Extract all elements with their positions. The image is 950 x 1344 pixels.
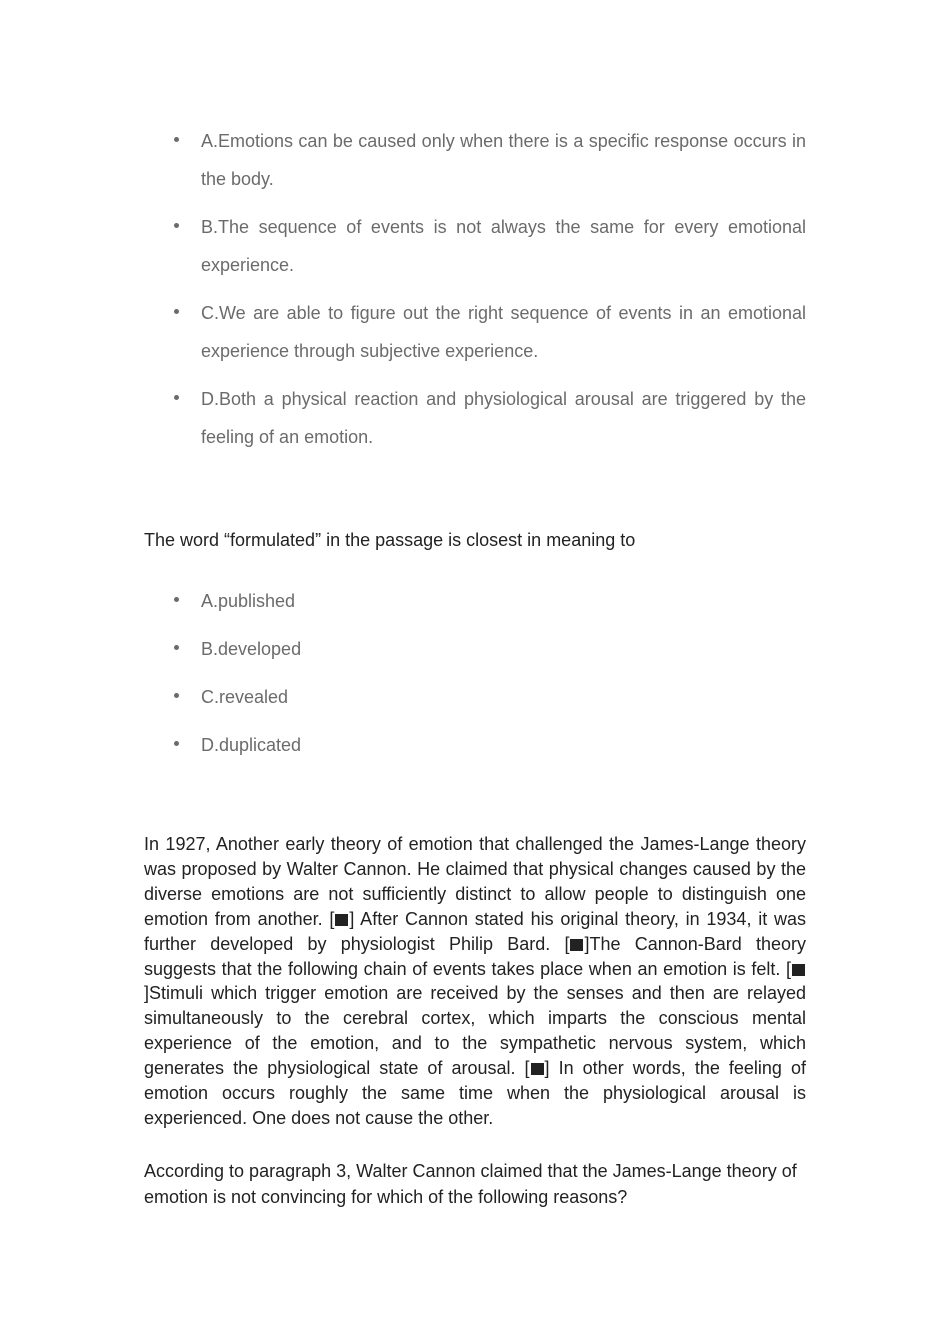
question1-option-d[interactable]: D.Both a physical reaction and physiological arousal are triggered by the feeling of an emotion. [144, 380, 806, 456]
question2-option-d[interactable]: D.duplicated [144, 726, 806, 764]
insertion-square-3[interactable] [792, 964, 805, 976]
question1-option-a[interactable]: A.Emotions can be caused only when there is a specific response occurs in the body. [144, 122, 806, 198]
bullet-icon [174, 137, 179, 142]
question2-option-c[interactable]: C.revealed [144, 678, 806, 716]
bullet-icon [174, 395, 179, 400]
question1-option-c[interactable]: C.We are able to figure out the right sequence of events in an emotional experience through subjective experience. [144, 294, 806, 370]
passage-paragraph-3: In 1927, Another early theory of emotion that challenged the James-Lange theory was proposed by Walter Cannon. He claimed that physical changes caused by the diverse emotions are not sufficiently distinct to allow people to distinguish one emotion from another. [ ] After Cannon stated his original theory, in 1934, it was further developed by physiologist Philip Bard. [ ]The Cannon-Bard theory suggests that the following chain of events takes place when an emotion is felt. []Stimuli which trigger emotion are received by the senses and then are relayed simultaneously to the cerebral cortex, which imparts the conscious mental experience of the emotion, and to the sympathetic nervous system, which generates the physiological state of arousal. [ ] In other words, the feeling of emotion occurs roughly the same time when the physiological arousal is experienced. One does not cause the other. [144, 834, 806, 1128]
question3-stem: According to paragraph 3, Walter Cannon claimed that the James-Lange theory of emotion is not convincing for which of the following reasons? [144, 1161, 797, 1207]
insertion-square-1[interactable] [335, 914, 348, 926]
bullet-icon [174, 223, 179, 228]
bullet-icon [174, 597, 179, 602]
insertion-square-4[interactable] [531, 1063, 544, 1075]
question1-option-b[interactable]: B.The sequence of events is not always the same for every emotional experience. [144, 208, 806, 284]
bullet-icon [174, 645, 179, 650]
question2-stem: The word “formulated” in the passage is closest in meaning to [144, 530, 636, 550]
question2-options [144, 582, 806, 774]
question1-options [144, 122, 806, 466]
bullet-icon [174, 693, 179, 698]
question2-option-b[interactable]: B.developed [144, 630, 806, 668]
question2-option-a[interactable]: A.published [144, 582, 806, 620]
insertion-square-2[interactable] [570, 939, 583, 951]
bullet-icon [174, 309, 179, 314]
bullet-icon [174, 741, 179, 746]
